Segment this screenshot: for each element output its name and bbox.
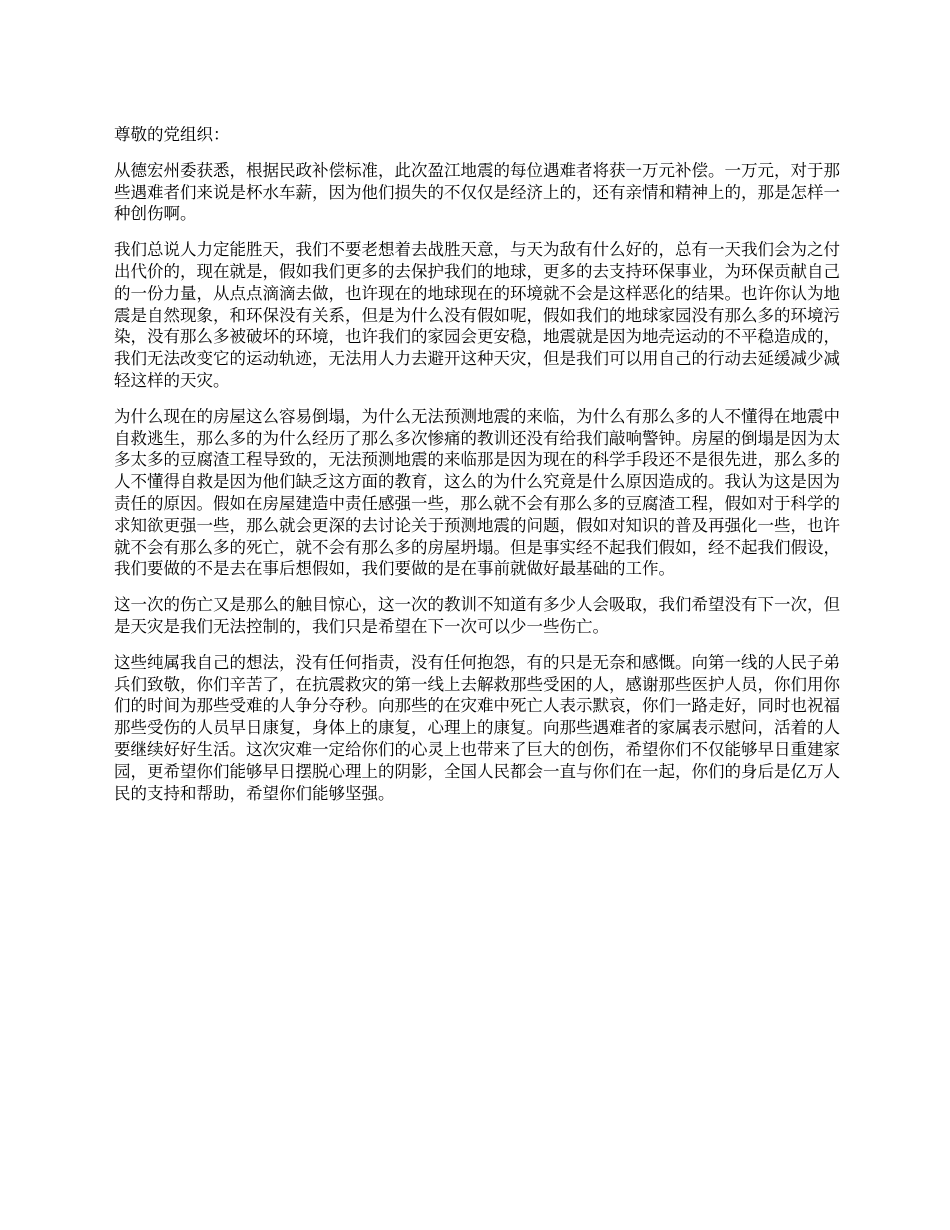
paragraph-gratitude: 这些纯属我自己的想法，没有任何指责，没有任何抱怨，有的只是无奈和感慨。向第一线的人民子弟兵们致敬，你们辛苦了，在抗震救灾的第一线上去解救那些受困的人，感谢那些医护人员，你们用你们的时间为那些受难的人争分夺秒。向那些的在灾难中死亡人表示默哀，你们一路走好，同时也祝福那些受伤的人员早日康复，身体上的康复，心理上的康复。向那些遇难者的家属表示慰问，活着的人要继续好好生活。这次灾难一定给你们的心灵上也带来了巨大的创伤，希望你们不仅能够早日重建家园，更希望你们能够早日摆脱心理上的阴影，全国人民都会一直与你们在一起，你们的身后是亿万人民的支持和帮助，希望你们能够坚强。	[114, 652, 840, 803]
paragraph-casualties: 这一次的伤亡又是那么的触目惊心，这一次的教训不知道有多少人会吸取，我们希望没有下一次，但是天灾是我们无法控制的，我们只是希望在下一次可以少一些伤亡。	[114, 595, 840, 636]
paragraph-responsibility: 为什么现在的房屋这么容易倒塌，为什么无法预测地震的来临，为什么有那么多的人不懂得在地震中自救逃生，那么多的为什么经历了那么多次惨痛的教训还没有给我们敲响警钟。房屋的倒塌是因为太多太多的豆腐渣工程导致的，无法预测地震的来临那是因为现在的科学手段还不是很先进，那么多的人不懂得自救是因为他们缺乏这方面的教育，这么的为什么究竟是什么原因造成的。我认为这是因为责任的原因。假如在房屋建造中责任感强一些，那么就不会有那么多的豆腐渣工程，假如对于科学的求知欲更强一些，那么就会更深的去讨论关于预测地震的问题，假如对知识的普及再强化一些，也许就不会有那么多的死亡，就不会有那么多的房屋坍塌。但是事实经不起我们假如，经不起我们假设，我们要做的不是去在事后想假如，我们要做的是在事前就做好最基础的工作。	[114, 406, 840, 579]
salutation: 尊敬的党组织：	[114, 125, 230, 144]
paragraph-environment: 我们总说人力定能胜天，我们不要老想着去战胜天意，与天为敌有什么好的，总有一天我们会为之付出代价的，现在就是，假如我们更多的去保护我们的地球，更多的去支持环保事业，为环保贡献自己的一份力量，从点点滴滴去做，也许现在的地球现在的环境就不会是这样恶化的结果。也许你认为地震是自然现象，和环保没有关系，但是为什么没有假如呢，假如我们的地球家园没有那么多的环境污染，没有那么多被破坏的环境，也许我们的家园会更安稳，地震就是因为地壳运动的不平稳造成的，我们无法改变它的运动轨迹，无法用人力去避开这种天灾，但是我们可以用自己的行动去延缓减少减轻这样的天灾。	[114, 240, 840, 390]
document-page	[114, 124, 840, 818]
paragraph-compensation: 从德宏州委获悉，根据民政补偿标准，此次盈江地震的每位遇难者将获一万元补偿。一万元，对于那些遇难者们来说是杯水车薪，因为他们损失的不仅仅是经济上的，还有亲情和精神上的，那是怎样一种创伤啊。	[114, 160, 840, 224]
